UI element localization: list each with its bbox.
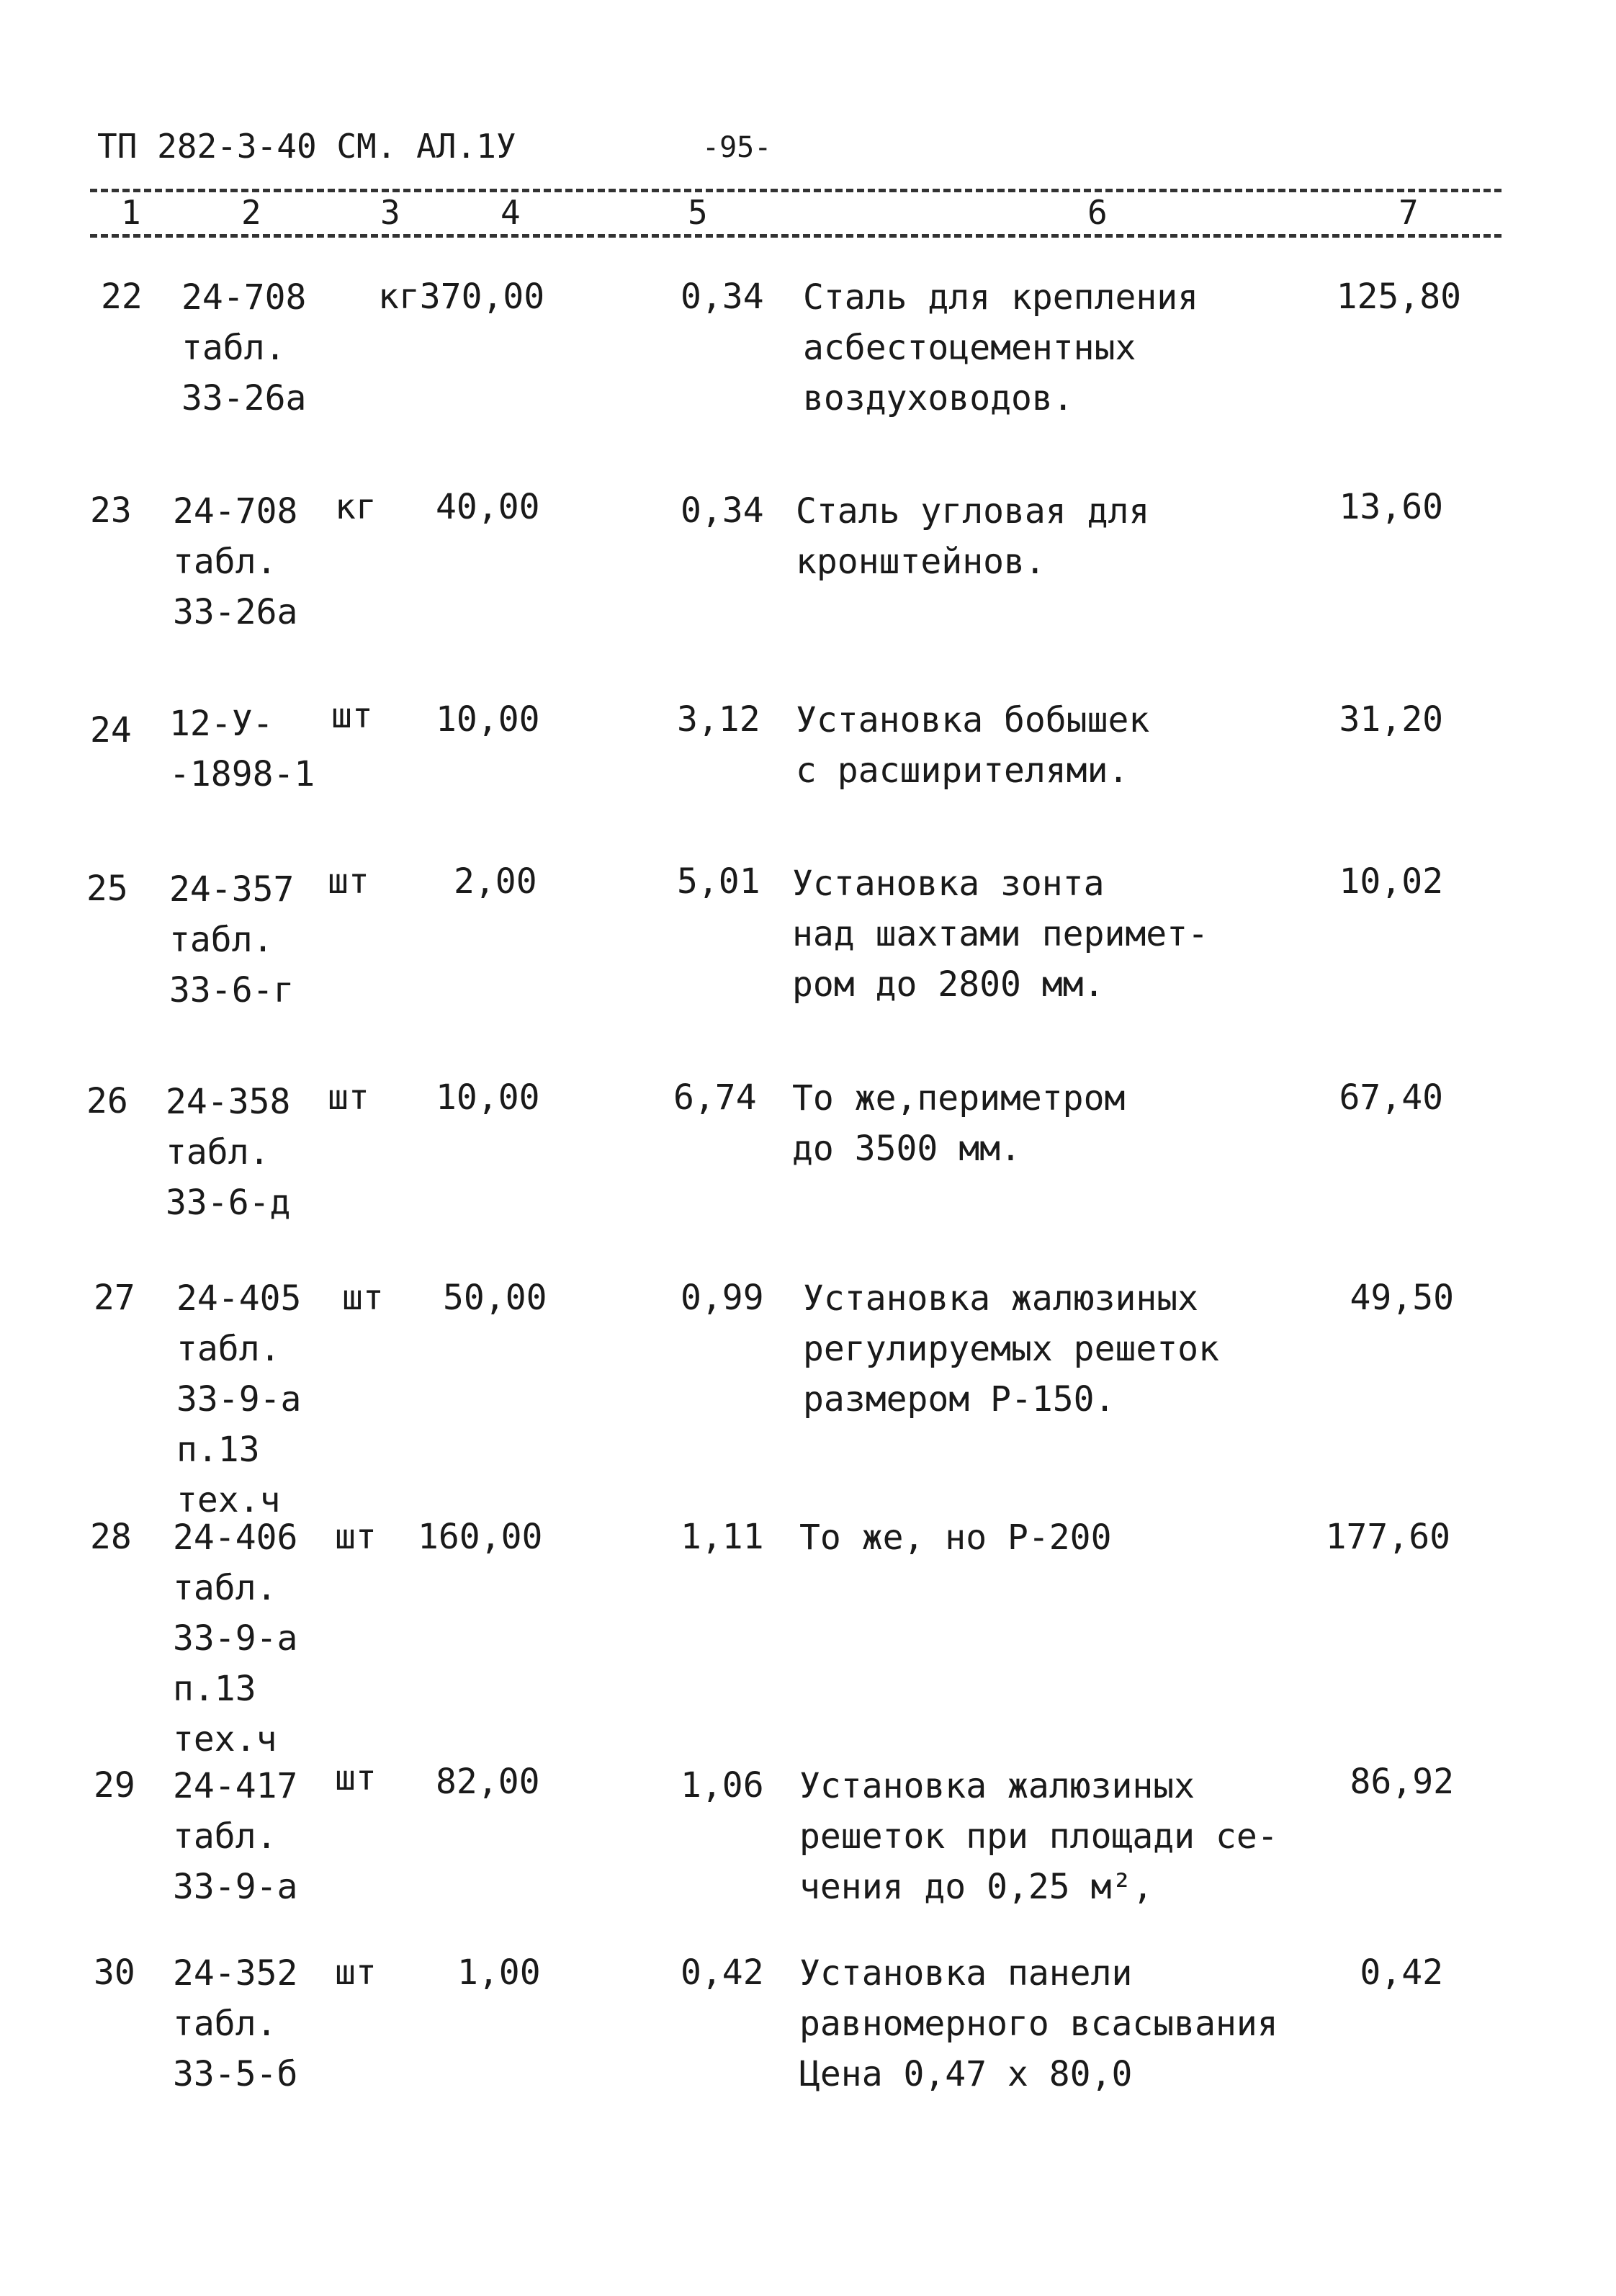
total-cost: 31,20 [1339,699,1443,740]
unit: шт [328,861,369,902]
column-header-3: 3 [380,193,400,232]
work-description: Установка зонта над шахтами перимет- ром до 2800 мм. [792,864,1208,1005]
total-cost: 125,80 [1336,277,1461,317]
total-cost: 86,92 [1350,1762,1454,1802]
work-description: Сталь угловая для кронштейнов. [796,491,1150,582]
rate-code: 24-352 табл. 33-5-б [173,1953,298,2094]
unit-price: 1,11 [681,1517,764,1557]
unit: кг [335,487,377,527]
unit-price: 5,01 [677,861,760,902]
total-cost: 67,40 [1339,1077,1443,1118]
row-number: 26 [86,1081,128,1121]
rate-code: 24-357 табл. 33-6-г [169,869,295,1010]
quantity: 50,00 [443,1278,547,1318]
unit: шт [335,1952,377,1993]
unit-price: 0,99 [681,1278,764,1318]
work-description: Установка панели равномерного всасывания Цена 0,47 х 80,0 [799,1953,1278,2094]
row-number: 23 [90,490,132,531]
unit: шт [335,1517,377,1557]
work-description: Сталь для крепления асбестоцементных воздуховодов. [803,277,1199,418]
quantity: 82,00 [436,1762,540,1802]
unit: шт [335,1758,377,1798]
column-header-4: 4 [500,193,521,232]
quantity: 1,00 [457,1952,541,1993]
unit: шт [342,1278,384,1318]
unit-price: 3,12 [677,699,760,740]
row-number: 22 [101,277,143,317]
quantity: 10,00 [436,699,540,740]
row-number: 28 [90,1517,132,1557]
page-number: -95- [702,131,772,164]
work-description: То же, но Р-200 [799,1517,1112,1558]
total-cost: 13,60 [1339,487,1443,527]
quantity: 10,00 [436,1077,540,1118]
row-number: 24 [90,710,132,750]
rate-code: 24-358 табл. 33-6-д [166,1082,291,1223]
column-header-7: 7 [1399,193,1419,232]
header-rule-bottom [90,234,1501,238]
total-cost: 177,60 [1325,1517,1450,1557]
total-cost: 0,42 [1360,1952,1443,1993]
unit: шт [331,696,373,736]
work-description: То же,периметром до 3500 мм. [792,1078,1126,1169]
total-cost: 49,50 [1350,1278,1454,1318]
document-code: ТП 282-3-40 СМ. АЛ.1У [97,127,516,166]
unit-price: 6,74 [673,1077,757,1118]
rate-code: 24-708 табл. 33-26а [173,491,298,632]
rate-code: 24-417 табл. 33-9-а [173,1766,298,1907]
rate-code: 24-708 табл. 33-26а [181,277,307,418]
column-header-6: 6 [1087,193,1108,232]
work-description: Установка бобышек с расширителями. [796,700,1150,791]
unit-price: 0,34 [681,277,764,317]
quantity: 40,00 [436,487,540,527]
unit: шт [328,1077,369,1118]
row-number: 25 [86,869,128,909]
quantity: кг370,00 [378,277,545,317]
column-header-2: 2 [241,193,261,232]
rate-code: 24-405 табл. 33-9-а п.13 тех.ч [176,1278,302,1520]
quantity: 160,00 [418,1517,543,1557]
rate-code: 24-406 табл. 33-9-а п.13 тех.ч [173,1517,298,1759]
unit-price: 1,06 [681,1765,764,1806]
row-number: 29 [94,1765,135,1806]
column-header-1: 1 [121,193,141,232]
total-cost: 10,02 [1339,861,1443,902]
column-header-5: 5 [688,193,708,232]
work-description: Установка жалюзиных регулируемых решеток размером Р-150. [803,1278,1219,1420]
work-description: Установка жалюзиных решеток при площади се- чения до 0,25 м², [799,1766,1278,1907]
unit-price: 0,42 [681,1952,764,1993]
row-number: 30 [94,1952,135,1993]
rate-code: 12-У- -1898-1 [169,704,315,794]
header-rule-top [90,189,1501,192]
row-number: 27 [94,1278,135,1318]
quantity: 2,00 [454,861,537,902]
unit-price: 0,34 [681,490,764,531]
